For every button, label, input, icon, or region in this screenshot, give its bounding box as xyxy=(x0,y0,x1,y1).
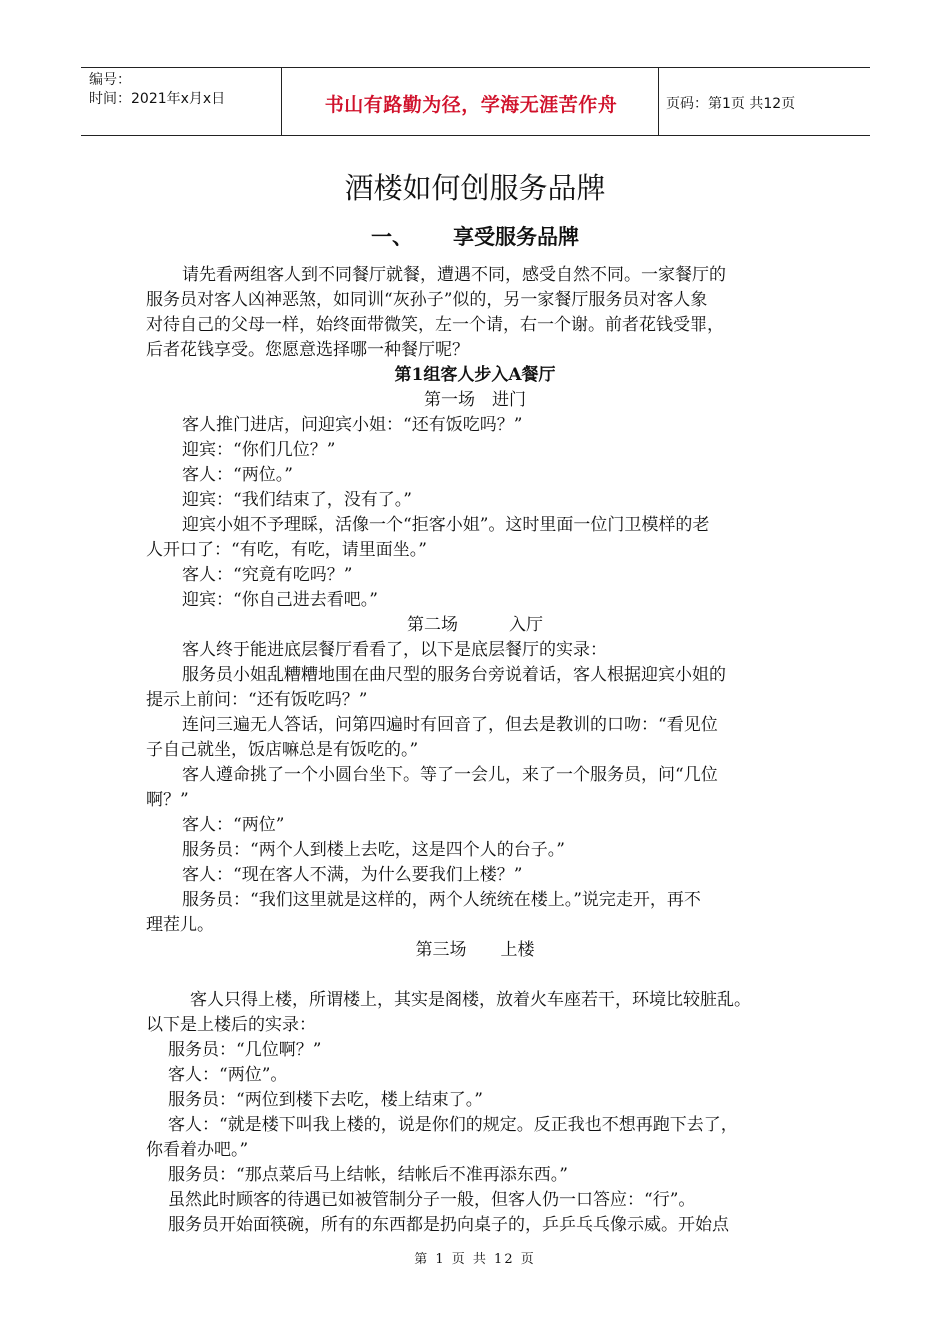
dialogue-line: 客人终于能进底层餐厅看看了，以下是底层餐厅的实录： xyxy=(182,640,607,660)
dialogue-line: 客人只得上楼，所谓楼上，其实是阁楼，放着火车座若干，环境比较脏乱。 xyxy=(190,990,751,1010)
scene-heading: 第三场 上楼 xyxy=(415,940,535,960)
paragraph-line: 后者花钱享受。您愿意选择哪一种餐厅呢？ xyxy=(146,340,469,360)
dialogue-line: 客人：“两位” xyxy=(182,815,285,835)
dialogue-line: 服务员小姐乱糟糟地围在曲尺型的服务台旁说着话，客人根据迎宾小姐的 xyxy=(182,665,726,685)
header-page-info: 页码：第1页 共12页 xyxy=(666,96,796,112)
dialogue-line: 以下是上楼后的实录： xyxy=(146,1015,316,1035)
paragraph-line: 请先看两组客人到不同餐厅就餐，遭遇不同，感受自然不同。一家餐厅的 xyxy=(182,265,726,285)
dialogue-line: 迎宾小姐不予理睬，活像一个“拒客小姐”。这时里面一位门卫模样的老 xyxy=(182,515,710,535)
dialogue-line: 子自己就坐，饭店嘛总是有饭吃的。” xyxy=(146,740,419,760)
dialogue-line: 客人：“现在客人不满，为什么要我们上楼？” xyxy=(182,865,523,885)
dialogue-line: 迎宾：“你自己进去看吧。” xyxy=(182,590,378,610)
dialogue-line: 服务员：“几位啊？” xyxy=(168,1040,322,1060)
dialogue-line: 客人：“两位。” xyxy=(182,465,293,485)
dialogue-line: 理茬儿。 xyxy=(146,915,214,935)
group-heading: 第1组客人步入A餐厅 xyxy=(394,365,556,385)
page-footer: 第 1 页 共 12 页 xyxy=(414,1252,536,1267)
dialogue-line: 客人：“究竟有吃吗？” xyxy=(182,565,353,585)
paragraph-line: 服务员对客人凶神恶煞，如同训“灰孙子”似的，另一家餐厅服务员对客人象 xyxy=(146,290,708,310)
dialogue-line: 服务员：“那点菜后马上结帐，结帐后不准再添东西。” xyxy=(168,1165,568,1185)
time-label: 时间：2021年x月x日 xyxy=(89,91,226,107)
paragraph-line: 对待自己的父母一样，始终面带微笑，左一个请，右一个谢。前者花钱受罪， xyxy=(146,315,724,335)
scene-heading: 第一场 进门 xyxy=(424,390,526,410)
document-title: 酒楼如何创服务品牌 xyxy=(344,171,606,205)
section-heading xyxy=(0,221,950,251)
dialogue-line: 连问三遍无人答话，问第四遍时有回音了，但去是教训的口吻：“看见位 xyxy=(182,715,718,735)
dialogue-line: 客人：“两位”。 xyxy=(168,1065,288,1085)
section-title: 享受服务品牌 xyxy=(453,225,579,249)
dialogue-line: 服务员：“我们这里就是这样的，两个人统统在楼上。”说完走开，再不 xyxy=(182,890,701,910)
dialogue-line: 服务员：“两个人到楼上去吃，这是四个人的台子。” xyxy=(182,840,565,860)
dialogue-line: 提示上前问：“还有饭吃吗？” xyxy=(146,690,368,710)
header-motto: 书山有路勤为径，学海无涯苦作舟 xyxy=(324,94,618,116)
dialogue-line: 服务员：“两位到楼下去吃，楼上结束了。” xyxy=(168,1090,483,1110)
serial-label: 编号： xyxy=(89,72,131,88)
dialogue-line: 虽然此时顾客的待遇已如被管制分子一般，但客人仍一口答应：“行”。 xyxy=(168,1190,696,1210)
scene-heading: 第二场 入厅 xyxy=(407,615,543,635)
dialogue-line: 客人推门进店，问迎宾小姐：“还有饭吃吗？” xyxy=(182,415,523,435)
dialogue-line: 迎宾：“我们结束了，没有了。” xyxy=(182,490,412,510)
dialogue-line: 啊？” xyxy=(146,790,189,810)
dialogue-line: 迎宾：“你们几位？” xyxy=(182,440,336,460)
section-number: 一、 xyxy=(371,225,413,249)
dialogue-line: 客人：“就是楼下叫我上楼的，说是你们的规定。反正我也不想再跑下去了， xyxy=(168,1115,738,1135)
dialogue-line: 客人遵命挑了一个小圆台坐下。等了一会儿，来了一个服务员，问“几位 xyxy=(182,765,718,785)
dialogue-line: 服务员开始面筷碗，所有的东西都是扔向桌子的，乒乒乓乓像示威。开始点 xyxy=(168,1215,729,1235)
dialogue-line: 人开口了：“有吃，有吃，请里面坐。” xyxy=(146,540,427,560)
header-meta xyxy=(89,71,225,109)
page-header xyxy=(81,67,870,136)
dialogue-line: 你看着办吧。” xyxy=(146,1140,249,1160)
